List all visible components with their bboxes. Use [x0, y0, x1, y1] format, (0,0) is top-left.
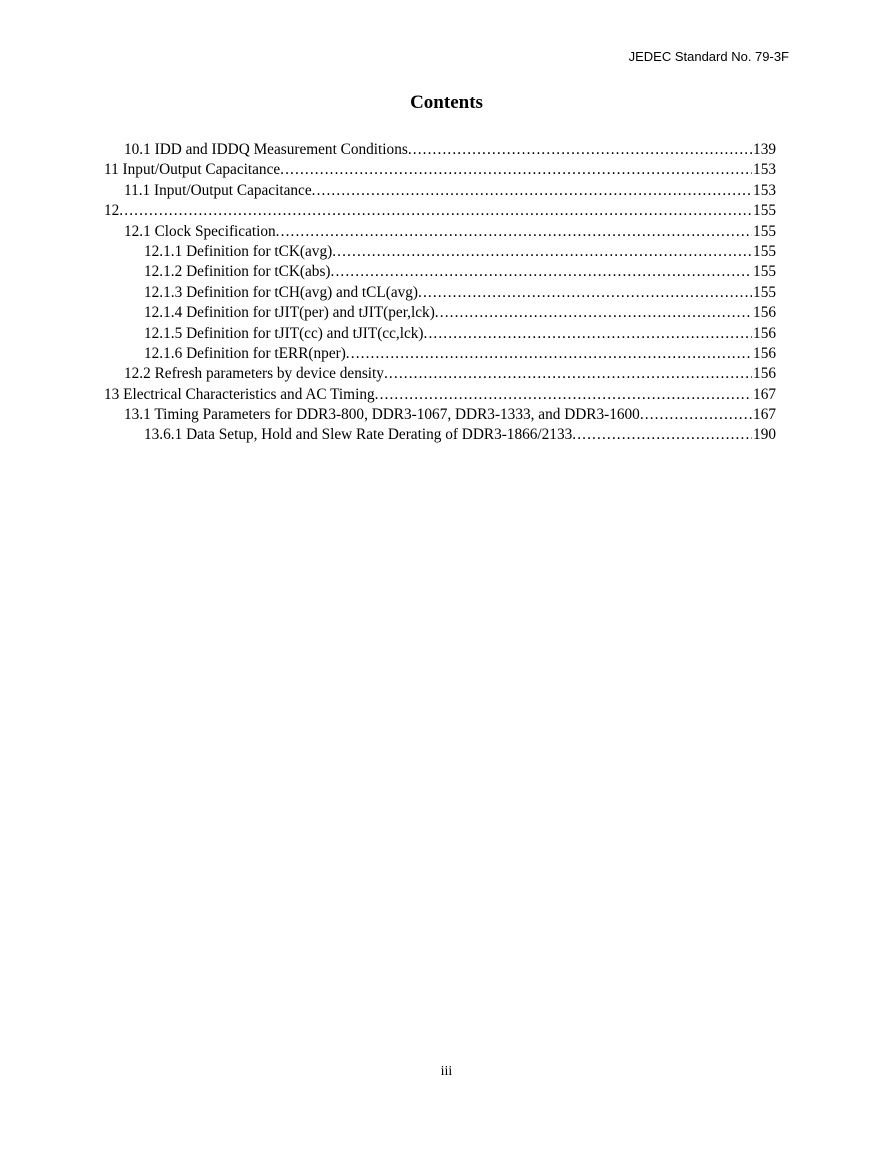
toc-entry[interactable]	[104, 140, 776, 160]
toc-entry-page-number: 139	[753, 141, 776, 158]
toc-entry-page-number: 153	[753, 161, 776, 179]
toc-entry-page-number: 167	[753, 385, 776, 403]
toc-entry[interactable]	[104, 425, 776, 445]
toc-entry-page-number: 156	[753, 344, 776, 362]
toc-entry-title: 10.1 IDD and IDDQ Measurement Conditions	[124, 141, 408, 158]
running-header: JEDEC Standard No. 79-3F	[628, 49, 789, 64]
toc-entry[interactable]	[104, 324, 776, 344]
toc-entry-title: 13.1 Timing Parameters for DDR3-800, DDR3-1067, DDR3-1333, and DDR3-1600	[124, 406, 640, 424]
toc-entry[interactable]	[104, 222, 776, 242]
toc-entry-title: 11 Input/Output Capacitance	[104, 161, 281, 179]
toc-entry-page-number: 156	[753, 365, 776, 383]
toc-entry-page-number: 155	[753, 202, 776, 220]
toc-dot-leader	[408, 140, 752, 160]
toc-dot-leader	[424, 324, 753, 344]
toc-entry[interactable]	[104, 364, 776, 384]
toc-dot-leader	[418, 283, 752, 303]
toc-entry-title: 12.1.6 Definition for tERR(nper)	[144, 344, 346, 362]
toc-entry[interactable]	[104, 385, 776, 405]
toc-entry-page-number: 156	[753, 324, 776, 342]
toc-dot-leader	[331, 262, 753, 282]
toc-entry[interactable]	[104, 262, 776, 282]
page-number: iii	[440, 1064, 453, 1079]
toc-dot-leader	[572, 425, 752, 445]
toc-entry[interactable]	[104, 201, 776, 221]
toc-entry[interactable]	[104, 242, 776, 262]
toc-entry-page-number: 190	[753, 426, 776, 444]
toc-dot-leader	[384, 364, 752, 384]
toc-entry[interactable]	[104, 405, 776, 425]
toc-entry-title: 12	[104, 202, 120, 220]
toc-entry-page-number: 155	[753, 283, 776, 301]
toc-entry-title: 12.2 Refresh parameters by device density	[124, 365, 384, 383]
page-title: Contents	[410, 92, 483, 113]
toc-dot-leader	[119, 201, 752, 221]
toc-entry-title: 12.1.4 Definition for tJIT(per) and tJIT(per,lck)	[144, 304, 435, 322]
toc-dot-leader	[312, 181, 752, 201]
toc-entry-title: 12.1.1 Definition for tCK(avg)	[144, 242, 333, 260]
toc-entry[interactable]	[104, 181, 776, 201]
toc-entry-title: 11.1 Input/Output Capacitance	[124, 181, 312, 199]
toc-dot-leader	[280, 160, 752, 180]
toc-entry-page-number: 155	[753, 263, 776, 281]
toc-entry-page-number: 156	[753, 304, 776, 322]
toc-dot-leader	[346, 344, 752, 364]
toc-entry-page-number: 167	[753, 406, 776, 424]
toc-dot-leader	[435, 303, 752, 323]
toc-entry-page-number: 153	[753, 181, 776, 199]
toc-entry[interactable]	[104, 160, 776, 180]
toc-entry-title: 12.1.3 Definition for tCH(avg) and tCL(avg)	[144, 283, 419, 301]
toc-entry[interactable]	[104, 303, 776, 323]
toc-dot-leader	[332, 242, 752, 262]
toc-entry-page-number: 155	[753, 242, 776, 260]
table-of-contents	[104, 140, 776, 446]
toc-entry-title: 12.1.2 Definition for tCK(abs)	[144, 263, 331, 281]
toc-entry-title: 13 Electrical Characteristics and AC Timing	[104, 385, 375, 403]
toc-entry-title: 12.1 Clock Specification	[124, 222, 276, 240]
toc-entry[interactable]	[104, 283, 776, 303]
toc-entry-title: 12.1.5 Definition for tJIT(cc) and tJIT(cc,lck)	[144, 324, 424, 342]
toc-entry-page-number: 155	[753, 222, 776, 240]
toc-dot-leader	[276, 222, 752, 242]
toc-dot-leader	[375, 385, 752, 405]
toc-entry-title: 13.6.1 Data Setup, Hold and Slew Rate Derating of DDR3-1866/2133	[144, 426, 573, 444]
toc-entry[interactable]	[104, 344, 776, 364]
toc-dot-leader	[640, 405, 752, 425]
